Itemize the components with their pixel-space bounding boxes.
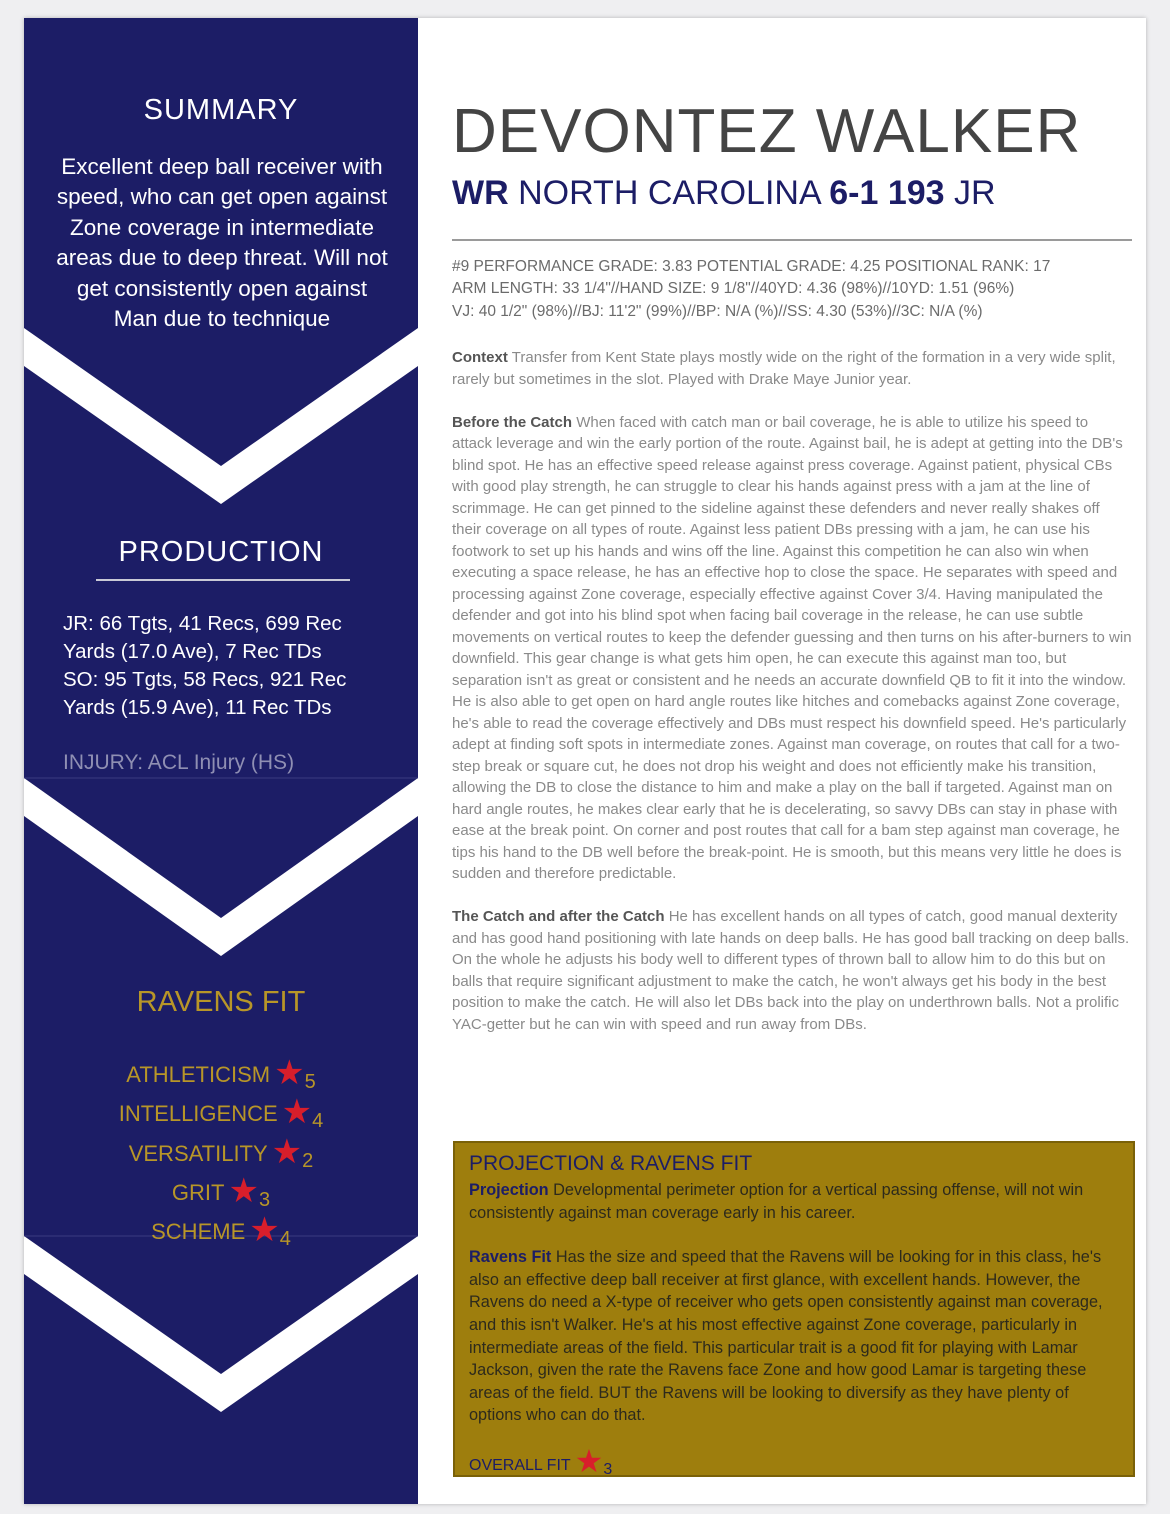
projection-box-title: PROJECTION & RAVENS FIT	[469, 1152, 753, 1175]
fit-item-score: 4	[312, 1110, 324, 1133]
production-stats	[63, 610, 413, 722]
injury-note: INJURY: ACL Injury (HS)	[63, 751, 295, 774]
fit-item-label: GRIT	[171, 1179, 225, 1205]
production-title: PRODUCTION	[118, 536, 324, 568]
ravens-fit-list	[24, 1056, 418, 1252]
stats-line: #9 PERFORMANCE GRADE: 3.83 POTENTIAL GRADE: 4.25 POSITIONAL RANK: 17	[452, 258, 1051, 275]
stats-line: ARM LENGTH: 33 1/4"//HAND SIZE: 9 1/8"//40YD: 4.36 (98%)//10YD: 1.51 (96%)	[452, 280, 1015, 298]
fit-item-label: SCHEME	[151, 1219, 246, 1245]
ravens-fit-heading: Ravens Fit	[469, 1248, 552, 1267]
production-line: SO: 95 Tgts, 58 Recs, 921 Rec	[63, 668, 347, 691]
fit-item-label: ATHLETICISM	[126, 1062, 271, 1087]
projection-paragraph	[469, 1179, 1119, 1224]
stats-line: VJ: 40 1/2" (98%)//BJ: 11'2" (99%)//BP: N/A (%)//SS: 4.30 (53%)//3C: N/A (%)	[452, 302, 983, 320]
fit-item-label: INTELLIGENCE	[118, 1101, 278, 1127]
fit-item-score: 4	[279, 1228, 291, 1251]
star-icon: ★	[574, 1442, 604, 1479]
section-text: Transfer from Kent State plays mostly wide on the right of the formation in a very wide split, rarely but sometimes in the slot. Played with Drake Maye Junior year.	[452, 349, 1116, 388]
ravens-fit-text: Has the size and speed that the Ravens will be looking for in this class, he's also an effective deep ball receiver at first glance, with excellent hands. However, the Ravens do need a X-type of receiver who gets open consistently against man coverage, and this isn't Walker. He's at his most effective against Zone coverage, particularly in intermediate areas of the field. This particular trait is a good fit for playing with Lamar Jackson, given the rate the Ravens face Zone and how good Lamar is targeting these areas of the field. BUT the Ravens will be looking to diversify as they have plenty of options who can do that.	[469, 1248, 1103, 1425]
production-line: Yards (17.0 Ave), 7 Rec TDs	[63, 640, 322, 663]
overall-fit	[469, 1442, 1119, 1479]
fit-item-scheme	[24, 1213, 418, 1252]
projection-box	[453, 1141, 1135, 1477]
star-icon: ★	[271, 1132, 303, 1171]
fit-item-versatility	[24, 1132, 418, 1174]
player-weight: 193	[887, 174, 945, 212]
fit-item-score: 5	[304, 1071, 316, 1093]
player-position: WR	[452, 174, 509, 212]
player-school: NORTH CAROLINA	[518, 174, 820, 212]
player-height: 6-1	[829, 174, 879, 212]
production-line: JR: 66 Tgts, 41 Recs, 699 Rec	[63, 612, 342, 635]
ravens-fit-paragraph	[469, 1246, 1119, 1427]
ravens-fit-title: RAVENS FIT	[136, 986, 306, 1018]
summary-body: Excellent deep ball receiver with speed, who can get open against Zone coverage in intermediate areas due to deep threat. Will not get consistently open against Man due to technique	[56, 154, 388, 332]
star-icon: ★	[228, 1171, 259, 1210]
summary-title: SUMMARY	[143, 94, 299, 126]
scouting-report-page	[24, 18, 1146, 1504]
fit-item-score: 3	[258, 1188, 271, 1211]
projection-heading: Projection	[469, 1181, 549, 1199]
player-name: DEVONTEZ WALKER	[452, 97, 1082, 166]
overall-fit-label: OVERALL FIT	[469, 1456, 571, 1474]
fit-item-intelligence	[24, 1095, 418, 1134]
fit-item-score: 2	[302, 1149, 314, 1172]
fit-item-grit	[24, 1171, 418, 1213]
measurables-block	[452, 256, 1132, 323]
projection-text: Developmental perimeter option for a vertical passing offense, will not win consistently against man coverage early in his career.	[469, 1181, 1084, 1222]
fit-item-label: VERSATILITY	[128, 1140, 268, 1166]
catch-section	[452, 906, 1132, 1035]
sidebar	[24, 18, 418, 1504]
report-body	[452, 347, 1132, 1057]
section-heading: Context	[452, 349, 508, 366]
player-class: JR	[954, 174, 996, 212]
section-heading: Before the Catch	[452, 413, 573, 431]
fit-item-athleticism	[24, 1056, 418, 1095]
section-text: He has excellent hands on all types of catch, good manual dexterity and has good hand positioning with late hands on deep balls. He has good ball tracking on deep balls. On the whole he adjusts his body well to different types of thrown ball to allow him to do this but on balls that require significant adjustment to make the catch, he won't always get his body in the best position to make the catch. He will also let DBs back into the play on underthrown balls. Not a prolific YAC-getter but he can win with speed and run away from DBs.	[452, 908, 1130, 1033]
header-divider	[452, 239, 1132, 241]
section-heading: The Catch and after the Catch	[452, 908, 665, 925]
star-icon: ★	[281, 1093, 313, 1132]
production-line: Yards (15.9 Ave), 11 Rec TDs	[63, 696, 332, 719]
production-divider	[96, 579, 350, 581]
star-icon: ★	[249, 1211, 280, 1250]
star-icon: ★	[274, 1054, 305, 1092]
before-catch-section	[452, 412, 1132, 885]
overall-fit-score: 3	[603, 1460, 613, 1478]
section-text: When faced with catch man or bail coverage, he is able to utilize his speed to attack leverage and win the early portion of the route. Against bail, he is adept at getting into the DB's blind spot. He has an effective speed release against press coverage. Against patient, physical CBs with good play strength, he can struggle to clear his hands against press with a jam at the line of scrimmage. He can get pinned to the sideline against these defenders and never really shakes off their coverage on all types of route. Against less patient DBs pressing with a jam, he can use his footwork to set up his hands and wins off the line. Against this competition he can also win when executing a space release, he has an effective hop to close the space. He separates with speed and processing against Zone coverage, especially effective against Cover 3/4. Having manipulated the defender and got into his blind spot when facing bail coverage in the release, he can use subtle movements on vertical routes to keep the defender guessing and then turns on his after-burners to win downfield. This gear change is what gets him open, he can execute this against man too, but separation isn't as great or consistent and he needs an accurate downfield QB to fit it into the window. He is also able to get open on hard angle routes like hitches and comebacks against Zone coverage, he's able to read the coverage effectively and DBs must respect his downfield speed. He's particularly adept at finding soft spots in intermediate zones. Against man coverage, on routes that call for a two-step break or square cut, he does not drop his weight and does not efficiently make his transition, allowing the DB to close the distance to him and make a play on the ball if targeted. Against man on hard angle routes, he makes clear early that he is decelerating, so savvy DBs can stay in phase with ease at the break point. On corner and post routes that call for a bam step against man coverage, he tips his hand to the DB well before the break-point. He is smooth, but this means very little he does is sudden and therefore predictable.	[452, 413, 1132, 882]
context-section	[452, 347, 1132, 390]
player-info-line	[452, 174, 996, 213]
